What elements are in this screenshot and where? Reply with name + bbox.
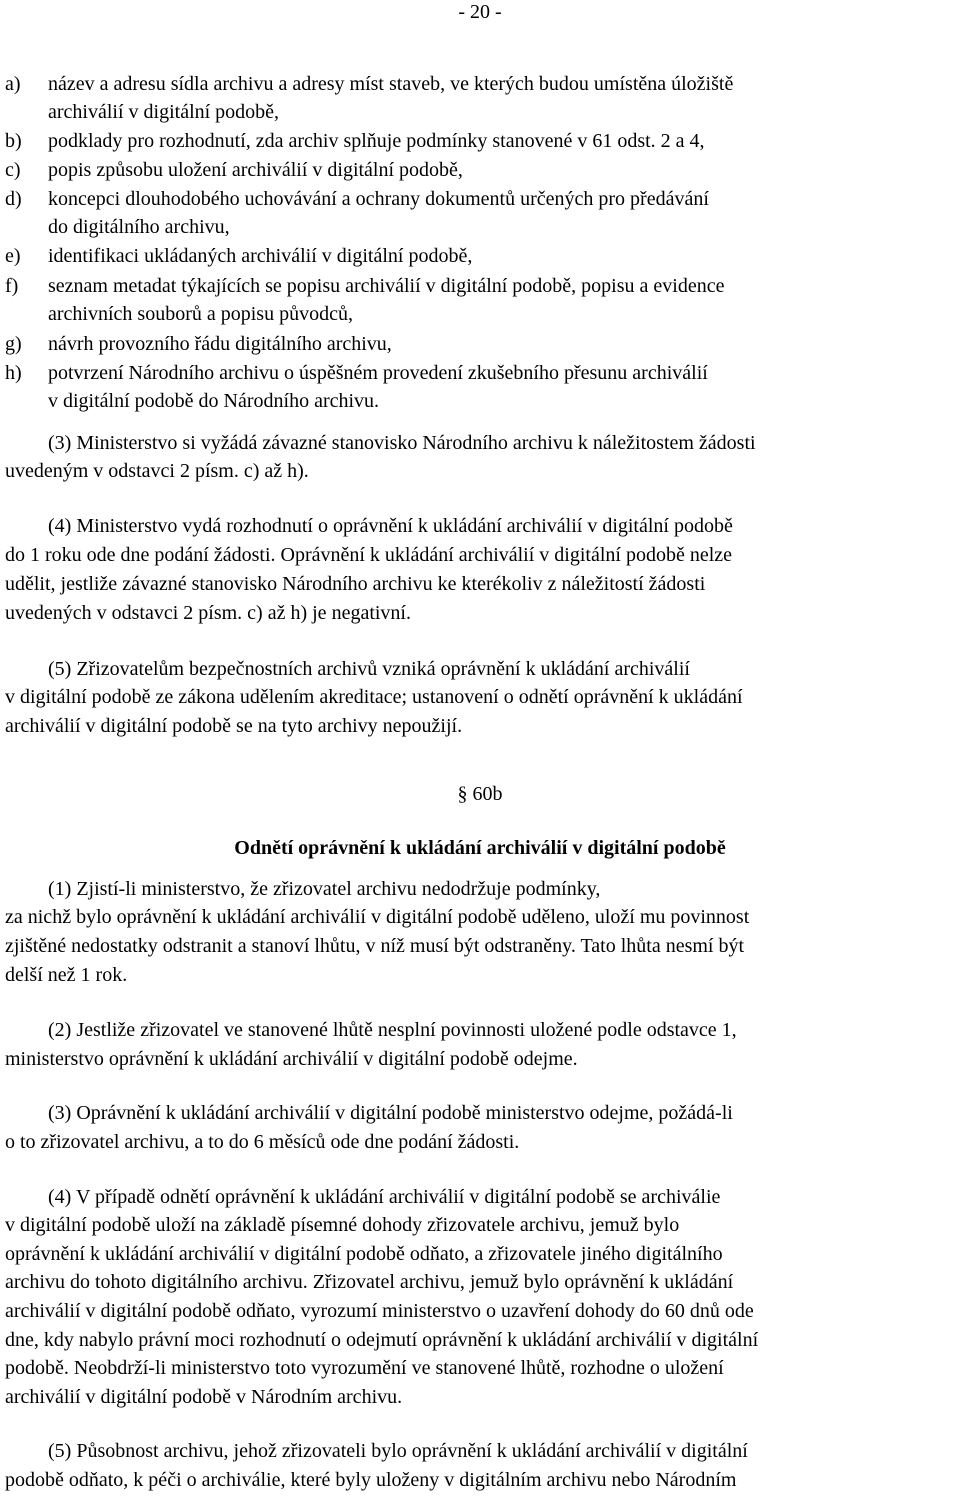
page-number: - 20 - <box>458 1 502 23</box>
paragraph-line: dne, kdy nabylo právní moci rozhodnutí o odejmutí oprávnění k ukládání archiválií v digitální <box>5 1329 759 1351</box>
paragraph-line: (5) Působnost archivu, jehož zřizovateli bylo oprávnění k ukládání archiválií v digitální <box>48 1440 748 1462</box>
list-item-label: g) <box>5 333 22 355</box>
paragraph-line: udělit, jestliže závazné stanovisko Národního archivu ke kterékoliv z náležitostí žádosti <box>5 573 706 595</box>
paragraph-line: v digitální podobě ze zákona udělením akreditace; ustanovení o odnětí oprávnění k ukládání <box>5 686 743 708</box>
paragraph-line: (5) Zřizovatelům bezpečnostních archivů vzniká oprávnění k ukládání archiválií <box>48 658 690 680</box>
list-item-label: a) <box>5 73 21 95</box>
list-item-line: identifikaci ukládaných archiválií v digitální podobě, <box>48 245 473 267</box>
list-item-label: c) <box>5 159 21 181</box>
list-item-line: do digitálního archivu, <box>48 216 230 238</box>
list-item-label: e) <box>5 245 21 267</box>
list-item-label: h) <box>5 362 22 384</box>
paragraph-line: archiválií v digitální podobě odňato, vyrozumí ministerstvo o uzavření dohody do 60 dnů ode <box>5 1300 754 1322</box>
paragraph-line: archiválií v digitální podobě se na tyto archivy nepoužijí. <box>5 715 463 737</box>
paragraph-line: archivu do tohoto digitálního archivu. Zřizovatel archivu, jemuž bylo oprávnění k ukládání <box>5 1271 734 1293</box>
list-item-line: návrh provozního řádu digitálního archivu, <box>48 333 392 355</box>
paragraph-line: ministerstvo oprávnění k ukládání archiválií v digitální podobě odejme. <box>5 1048 578 1070</box>
paragraph-line: (1) Zjistí-li ministerstvo, že zřizovatel archivu nedodržuje podmínky, <box>48 878 601 900</box>
paragraph-line: uvedených v odstavci 2 písm. c) až h) je negativní. <box>5 602 411 624</box>
list-item-line: podklady pro rozhodnutí, zda archiv splňuje podmínky stanovené v 61 odst. 2 a 4, <box>48 130 705 152</box>
list-item-line: seznam metadat týkajících se popisu archiválií v digitální podobě, popisu a evidence <box>48 275 725 297</box>
paragraph-line: zjištěné nedostatky odstranit a stanoví lhůtu, v níž musí být odstraněny. Tato lhůta nesmí být <box>5 935 745 957</box>
paragraph-line: o to zřizovatel archivu, a to do 6 měsíců ode dne podání žádosti. <box>5 1131 520 1153</box>
paragraph-line: (3) Oprávnění k ukládání archiválií v digitální podobě ministerstvo odejme, požádá-li <box>48 1102 733 1124</box>
paragraph-line: archiválií v digitální podobě v Národním archivu. <box>5 1386 403 1408</box>
section-number: § 60b <box>457 783 503 805</box>
paragraph-line: podobě odňato, k péči o archiválie, které byly uloženy v digitálním archivu nebo Národním <box>5 1469 737 1491</box>
list-item-line: název a adresu sídla archivu a adresy míst staveb, ve kterých budou umístěna úložiště <box>48 73 734 95</box>
paragraph-line: uvedeným v odstavci 2 písm. c) až h). <box>5 460 309 482</box>
list-item-line: v digitální podobě do Národního archivu. <box>48 390 380 412</box>
paragraph-line: podobě. Neobdrží-li ministerstvo toto vyrozumění ve stanovené lhůtě, rozhodne o uložení <box>5 1357 724 1379</box>
list-item-line: archivních souborů a popisu původců, <box>48 303 353 325</box>
list-item-label: d) <box>5 188 22 210</box>
paragraph-line: (3) Ministerstvo si vyžádá závazné stanovisko Národního archivu k náležitostem žádosti <box>48 432 756 454</box>
list-item-line: popis způsobu uložení archiválií v digitální podobě, <box>48 159 463 181</box>
paragraph-line: do 1 roku ode dne podání žádosti. Oprávnění k ukládání archiválií v digitální podobě nelze <box>5 544 733 566</box>
paragraph-line: (4) V případě odnětí oprávnění k ukládání archiválií v digitální podobě se archiválie <box>48 1186 721 1208</box>
section-title: Odnětí oprávnění k ukládání archiválií v digitální podobě <box>234 837 726 859</box>
paragraph-line: (4) Ministerstvo vydá rozhodnutí o oprávnění k ukládání archiválií v digitální podobě <box>48 515 733 537</box>
paragraph-line: za nichž bylo oprávnění k ukládání archiválií v digitální podobě uděleno, uloží mu povinnost <box>5 906 750 928</box>
list-item-label: f) <box>5 275 19 297</box>
paragraph-line: v digitální podobě uloží na základě písemné dohody zřizovatele archivu, jemuž bylo <box>5 1214 680 1236</box>
list-item-line: koncepci dlouhodobého uchovávání a ochrany dokumentů určených pro předávání <box>48 188 709 210</box>
list-item-line: archiválií v digitální podobě, <box>48 101 280 123</box>
list-item-line: potvrzení Národního archivu o úspěšném provedení zkušebního přesunu archiválií <box>48 362 708 384</box>
list-item-label: b) <box>5 130 22 152</box>
paragraph-line: oprávnění k ukládání archiválií v digitální podobě odňato, a zřizovatele jiného digitálního <box>5 1243 723 1265</box>
paragraph-line: delší než 1 rok. <box>5 964 128 986</box>
paragraph-line: (2) Jestliže zřizovatel ve stanovené lhůtě nesplní povinnosti uložené podle odstavce 1, <box>48 1019 737 1041</box>
